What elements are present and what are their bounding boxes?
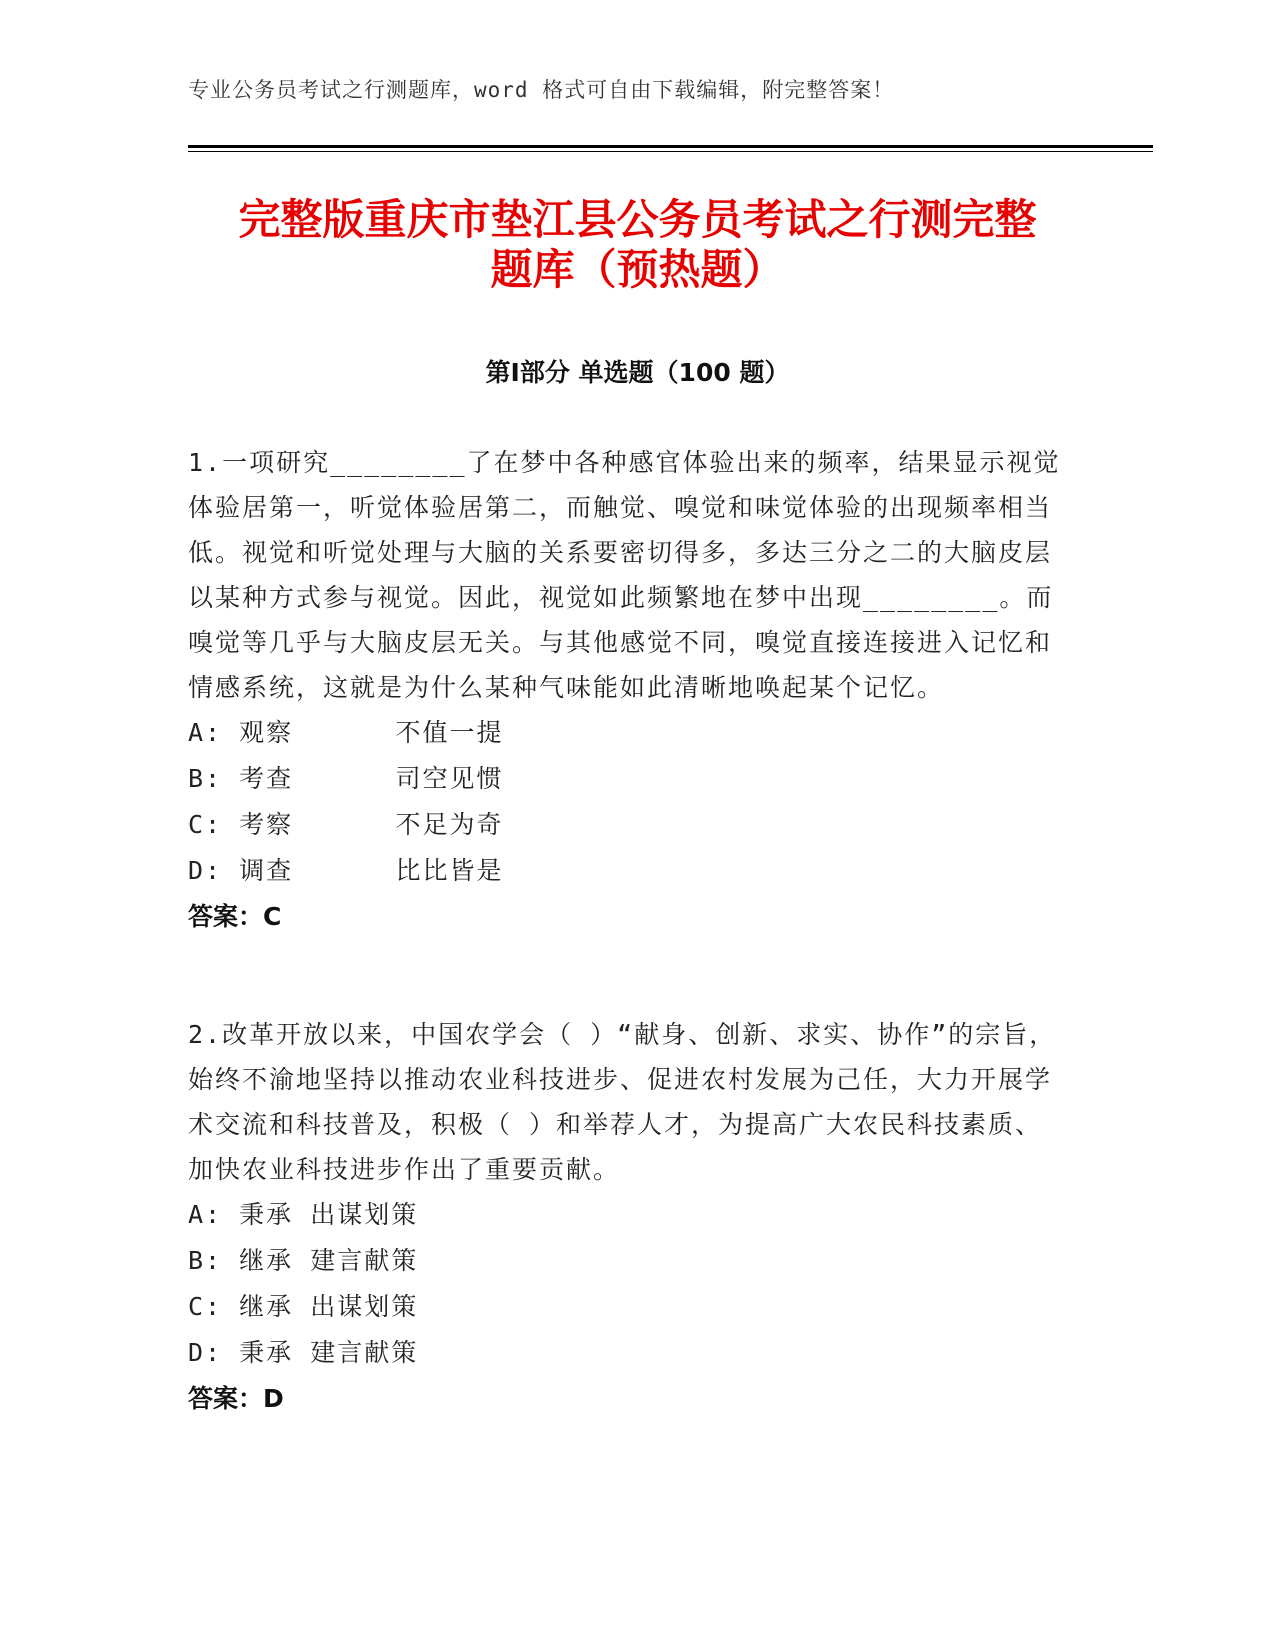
title-line-1: 完整版重庆市垫江县公务员考试之行测完整 xyxy=(238,195,1037,244)
answer: 答案：C xyxy=(188,902,282,931)
option-b: B: 考查 司空见惯 xyxy=(188,764,504,793)
question-1 xyxy=(188,440,1068,940)
question-stem: 2.改革开放以来，中国农学会（ ）“献身、创新、求实、协作”的宗旨，始终不渝地坚持以推动农业科技进步、促进农村发展为己任，大力开展学术交流和科技普及，积极（ ）和举荐人才，为提高广大农民科技素质、加快农业科技进步作出了重要贡献。 xyxy=(188,1020,1057,1184)
option-b: B: 继承 建言献策 xyxy=(188,1246,419,1275)
title-line-2: 题库（预热题） xyxy=(490,245,785,294)
option-a: A: 秉承 出谋划策 xyxy=(188,1200,419,1229)
option-c: C: 考察 不足为奇 xyxy=(188,810,504,839)
header-note: 专业公务员考试之行测题库，word 格式可自由下载编辑，附完整答案！ xyxy=(188,78,895,102)
section-heading: 第Ⅰ部分 单选题（100 题） xyxy=(485,358,790,387)
option-c: C: 继承 出谋划策 xyxy=(188,1292,419,1321)
document-title xyxy=(150,195,1125,295)
header-rule-thick xyxy=(188,145,1153,148)
option-d: D: 秉承 建言献策 xyxy=(188,1338,419,1367)
question-stem: 1.一项研究________了在梦中各种感官体验出来的频率，结果显示视觉体验居第一，听觉体验居第二，而触觉、嗅觉和味觉体验的出现频率相当低。视觉和听觉处理与大脑的关系要密切得多，多达三分之二的大脑皮层以某种方式参与视觉。因此，视觉如此频繁地在梦中出现________。而嗅觉等几乎与大脑皮层无关。与其他感觉不同，嗅觉直接连接进入记忆和情感系统，这就是为什么某种气味能如此清晰地唤起某个记忆。 xyxy=(188,448,1061,702)
option-d: D: 调查 比比皆是 xyxy=(188,856,504,885)
header-rule-thin xyxy=(188,151,1153,152)
answer: 答案：D xyxy=(188,1384,284,1413)
question-2 xyxy=(188,1012,1068,1422)
option-a: A: 观察 不值一提 xyxy=(188,718,504,747)
